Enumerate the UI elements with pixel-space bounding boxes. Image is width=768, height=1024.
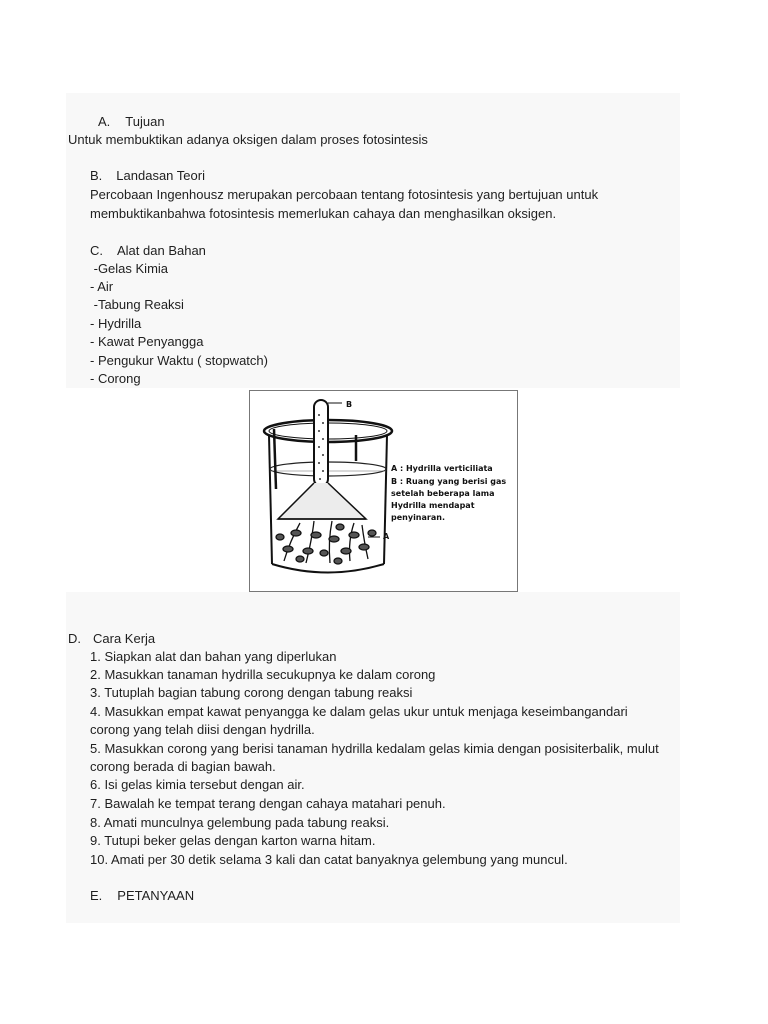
procedure-step: 1. Siapkan alat dan bahan yang diperlukan [90,649,337,664]
procedure-step: 2. Masukkan tanaman hydrilla secukupnya ke dalam corong [90,667,436,682]
procedure-step: 6. Isi gelas kimia tersebut dengan air. [90,777,305,792]
ingenhousz-experiment-figure [249,390,518,592]
page-gap-left [66,388,88,592]
procedure-step: 5. Masukkan corong yang berisi tanaman hydrilla kedalam gelas kimia dengan posisiterbalik, mulut [90,741,659,756]
section-c-title: Alat dan Bahan [117,243,206,258]
section-d-heading [68,630,155,648]
material-item: -Gelas Kimia [90,261,169,276]
section-b-title: Landasan Teori [116,168,205,183]
section-b-line: Percobaan Ingenhousz merupakan percobaan tentang fotosintesis yang bertujuan untuk [90,187,599,202]
section-b-letter: B. [90,168,103,183]
legend-line: penyinaran. [391,513,445,522]
section-e-letter: E. [90,888,103,903]
procedure-step: 10. Amati per 30 detik selama 3 kali dan catat banyaknya gelembung yang muncul. [90,852,568,867]
material-item: -Tabung Reaksi [90,297,184,312]
section-a-heading [98,113,165,131]
material-item: - Hydrilla [90,316,142,331]
section-d-title: Cara Kerja [93,631,156,646]
section-b-line: membuktikanbahwa fotosintesis memerlukan cahaya dan menghasilkan oksigen. [90,206,557,221]
procedure-step: 7. Bawalah ke tempat terang dengan cahaya matahari penuh. [90,796,446,811]
section-c-heading [90,242,206,260]
procedure-step: 4. Masukkan empat kawat penyangga ke dalam gelas ukur untuk menjaga keseimbangandari [90,704,628,719]
material-item: - Corong [90,371,141,386]
section-a-title: Tujuan [125,114,165,129]
procedure-step: 3. Tutuplah bagian tabung corong dengan tabung reaksi [90,685,413,700]
material-item: - Kawat Penyangga [90,334,204,349]
legend-line: A : Hydrilla verticiliata [391,464,493,473]
section-d-letter: D. [68,631,81,646]
label-a: A [383,532,390,541]
section-a-letter: A. [98,114,111,129]
procedure-step: corong yang telah diisi dengan hydrilla. [90,722,315,737]
section-b-heading [90,167,205,185]
legend-line: setelah beberapa lama [391,489,495,498]
procedure-step: 9. Tutupi beker gelas dengan karton warna hitam. [90,833,376,848]
label-b: B [346,400,353,409]
section-a-text: Untuk membuktikan adanya oksigen dalam proses fotosintesis [68,132,428,147]
experiment-illustration [250,391,517,591]
section-e-heading [90,887,194,905]
procedure-step: corong berada di bagian bawah. [90,759,276,774]
section-e-title: PETANYAAN [117,888,195,903]
section-c-letter: C. [90,243,103,258]
procedure-step: 8. Amati munculnya gelembung pada tabung reaksi. [90,815,390,830]
material-item: - Pengukur Waktu ( stopwatch) [90,353,268,368]
legend-line: Hydrilla mendapat [391,501,475,510]
material-item: - Air [90,279,114,294]
legend-line: B : Ruang yang berisi gas [391,477,507,486]
